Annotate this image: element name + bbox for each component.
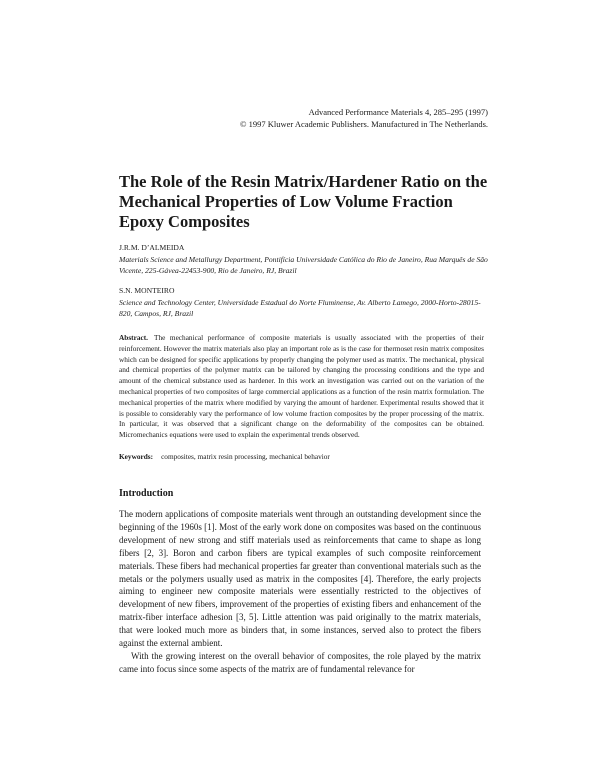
author-affiliation: Materials Science and Metallurgy Department, Pontifícia Universidade Católica do Rio de Janeiro, Rua Marquês de São Vicente, 225-Gávea-22453-900, Rio de Janeiro, RJ, Brazil [119,254,488,275]
abstract-label: Abstract. [119,333,148,342]
keywords [119,452,484,463]
author-name: J.R.M. D’ALMEIDA [119,243,185,252]
author-affiliation: Science and Technology Center, Universidade Estadual do Norte Fluminense, Av. Alberto Lamego, 2000-Horto-28015-820, Campos, RJ, Brazil [119,297,481,318]
abstract [119,333,484,441]
keywords-text: composites, matrix resin processing, mechanical behavior [161,452,330,461]
journal-header [240,106,488,130]
paper-title: The Role of the Resin Matrix/Hardener Ratio on the Mechanical Properties of Low Volume Fraction Epoxy Composites [119,172,488,231]
author-block-2 [119,285,489,320]
section-heading-introduction: Introduction [119,488,174,499]
author-name: S.N. MONTEIRO [119,286,175,295]
author-block-1 [119,242,489,277]
keywords-label: Keywords: [119,452,154,461]
abstract-text: The mechanical performance of composite materials is usually associated with the properties of their reinforcement. However the matrix materials also play an important role as is the case for thermoset resin matrix composites which can be designed for specific applications by properly changing the polymer used as matrix. The mechanical, physical and chemical properties of the polymer matrix can be tailored by changing the processing conditions and the type and amount of the chemical substance used as hardener. In this work an investigation was carried out on the variation of the mechanical properties of two composites of large commercial applications as a function of the resin matrix formulation. The mechanical properties of the matrix where modified by varying the amount of hardener. Experimental results showed that it is possible to considerably vary the performance of low volume fraction composites by the proper processing of the matrix. In particular, it was observed that a significant change on the deformability of the composites can be obtained. Micromechanics equations were used to explain the experimental trends observed. [119,333,484,440]
journal-citation: Advanced Performance Materials 4, 285–295 (1997) [308,107,488,117]
copyright-notice: © 1997 Kluwer Academic Publishers. Manufactured in The Netherlands. [239,119,488,129]
paragraph: The modern applications of composite materials went through an outstanding development since the beginning of the 1960s [1]. Most of the early work done on composites was based on the continuous development of new strong and stiff materials used as reinforcements that came to shape as long fibers [2, 3]. Boron and carbon fibers are typical examples of such composite reinforcement materials. These fibers had mechanical properties far greater than conventional materials such as the metals or the polymers usually used as matrix in the composites [4]. Therefore, the early projects aiming to engineer new composite materials were essentially restricted to the objectives of development of new fibers, improvement of the properties of existing fibers and enhancement of the matrix-fiber interface adhesion [3, 5]. Little attention was paid originally to the matrix materials, that were looked much more as binders that, in some instances, served also to protect the fibers against the external ambient. [119,509,481,649]
introduction-body [119,508,481,676]
paragraph: With the growing interest on the overall behavior of composites, the role played by the matrix came into focus since some aspects of the matrix are of fundamental relevance for [119,650,481,674]
